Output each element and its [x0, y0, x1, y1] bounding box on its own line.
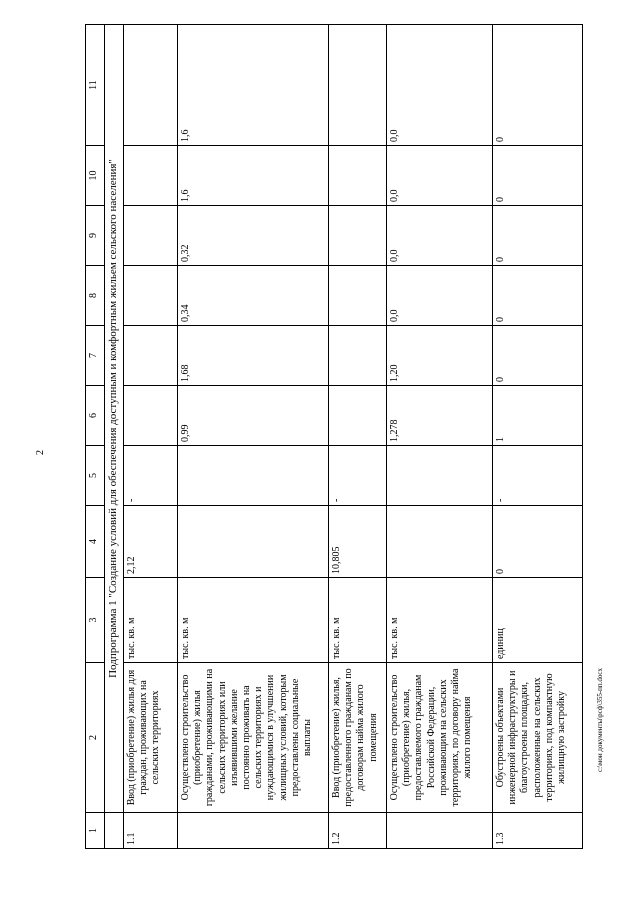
value-cell: 0 — [493, 266, 583, 326]
value-cell — [178, 506, 329, 578]
value-cell: 0 — [493, 146, 583, 206]
value-cell — [329, 146, 387, 206]
subprogram-blank — [105, 813, 124, 849]
row-number — [178, 813, 329, 849]
table-row — [493, 25, 583, 849]
value-cell — [178, 446, 329, 506]
indicator-name: Осуществлено строительство (приобретение) жилья гражданами, проживающими на сельских территориях или изъявившими желание постоянно проживать на сельских территориях и нуждающимися в улучшении жилищных условий, которым предоставлены социальные выплаты — [178, 663, 329, 813]
value-cell: 1,6 — [178, 25, 329, 146]
value-cell: 0,0 — [387, 206, 493, 266]
indicator-name: Ввод (приобретение) жилья, предоставленного гражданам по договорам найма жилого помещения — [329, 663, 387, 813]
value-cell: 10,805 — [329, 506, 387, 578]
header-cell: 7 — [86, 326, 105, 386]
value-cell — [124, 25, 178, 146]
header-cell: 6 — [86, 386, 105, 446]
header-cell: 11 — [86, 25, 105, 146]
value-cell: 0,99 — [178, 386, 329, 446]
header-row — [86, 25, 105, 849]
value-cell — [124, 326, 178, 386]
subprogram-row — [105, 25, 124, 849]
unit-cell: тыс. кв. м — [329, 578, 387, 663]
value-cell: 1,278 — [387, 386, 493, 446]
value-cell: 0,0 — [387, 266, 493, 326]
indicator-name: Обустроены объектами инженерной инфраструктуры и благоустроены площадки, расположенные на сельских территориях, под компактную жилищную застройку — [493, 663, 583, 813]
value-cell: 1,68 — [178, 326, 329, 386]
value-cell: 1,6 — [178, 146, 329, 206]
unit-cell: тыс. кв. м — [124, 578, 178, 663]
header-cell: 1 — [86, 813, 105, 849]
value-cell: 0 — [493, 506, 583, 578]
unit-cell: единиц — [493, 578, 583, 663]
value-cell — [329, 266, 387, 326]
indicator-name: Осуществлено строительство (приобретение) жилья, предоставляемого гражданам Российской Федерации, проживающим на сельских территориях, по договору найма жилого помещения — [387, 663, 493, 813]
value-cell: 0 — [493, 25, 583, 146]
value-cell — [329, 386, 387, 446]
rotated-table-container — [85, 25, 581, 849]
value-cell: 0 — [493, 326, 583, 386]
value-cell: - — [493, 446, 583, 506]
indicator-name: Ввод (приобретение) жилья для граждан, проживающих на сельских территориях — [124, 663, 178, 813]
header-cell: 3 — [86, 578, 105, 663]
page-number: 2 — [35, 450, 46, 455]
value-cell: 0,0 — [387, 146, 493, 206]
value-cell: 0,34 — [178, 266, 329, 326]
value-cell: 1,20 — [387, 326, 493, 386]
value-cell: 2,12 — [124, 506, 178, 578]
value-cell: 0 — [493, 206, 583, 266]
value-cell — [124, 206, 178, 266]
row-number — [387, 813, 493, 849]
subprogram-title: Подпрограмма 1 "Создание условий для обеспечения доступным и комфортным жильем сельского населения" — [105, 25, 124, 813]
table-row — [329, 25, 387, 849]
table-row — [178, 25, 329, 849]
footer-file-path: c:\мои документы\рсф\355-пп.docx — [596, 667, 604, 772]
row-number: 1.2 — [329, 813, 387, 849]
value-cell — [124, 386, 178, 446]
unit-cell: тыс. кв. м — [387, 578, 493, 663]
value-cell: 1 — [493, 386, 583, 446]
value-cell: - — [124, 446, 178, 506]
header-cell: 2 — [86, 663, 105, 813]
value-cell — [387, 446, 493, 506]
row-number: 1.3 — [493, 813, 583, 849]
indicators-table — [85, 24, 583, 849]
value-cell — [329, 326, 387, 386]
value-cell: 0,0 — [387, 25, 493, 146]
header-cell: 8 — [86, 266, 105, 326]
value-cell: - — [329, 446, 387, 506]
table-row — [124, 25, 178, 849]
value-cell — [387, 506, 493, 578]
table-row — [387, 25, 493, 849]
value-cell — [124, 146, 178, 206]
unit-cell: тыс. кв. м — [178, 578, 329, 663]
header-cell: 10 — [86, 146, 105, 206]
value-cell: 0,32 — [178, 206, 329, 266]
header-cell: 4 — [86, 506, 105, 578]
value-cell — [329, 206, 387, 266]
row-number: 1.1 — [124, 813, 178, 849]
value-cell — [124, 266, 178, 326]
header-cell: 9 — [86, 206, 105, 266]
value-cell — [329, 25, 387, 146]
header-cell: 5 — [86, 446, 105, 506]
